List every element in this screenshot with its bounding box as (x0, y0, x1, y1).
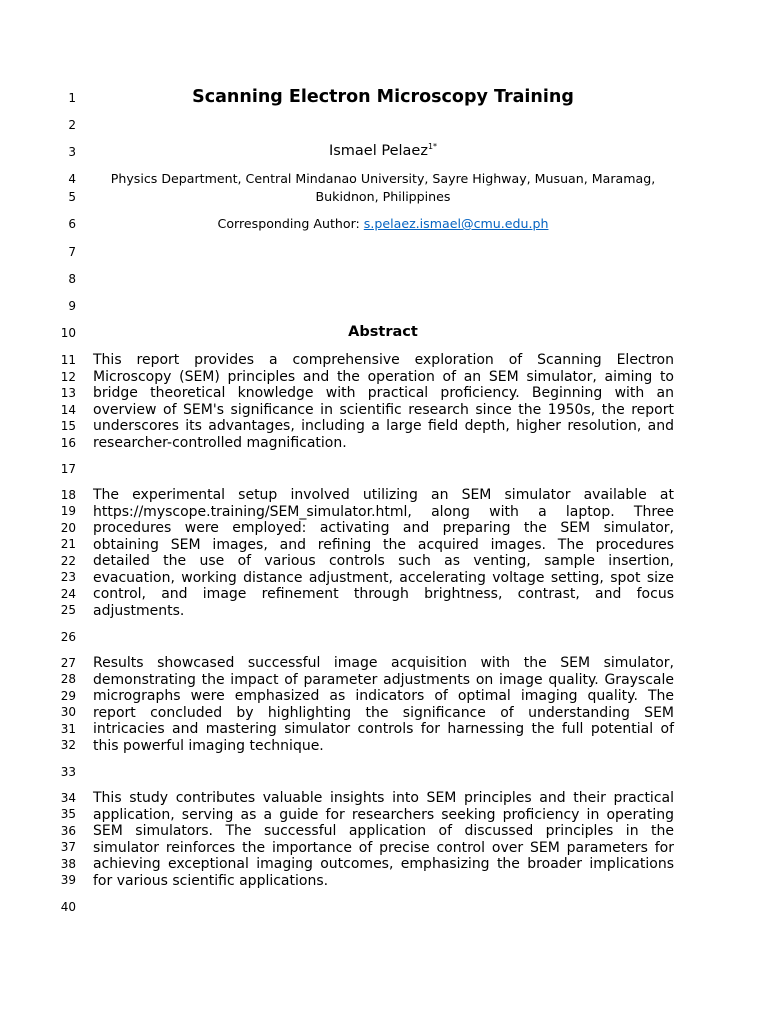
abstract-paragraph-4-line: This study contributes valuable insights into SEM principles and their practical (93, 790, 674, 806)
abstract-paragraph-4-line: achieving exceptional imaging outcomes, emphasizing the broader implications (93, 856, 674, 872)
abstract-paragraph-2-line: https://myscope.training/SEM_simulator.html, along with a laptop. Three (93, 503, 674, 520)
abstract-paragraph-2-line: obtaining SEM images, and refining the acquired images. The procedures (93, 536, 674, 553)
line-number: 6 (68, 217, 76, 231)
line-number: 31 (60, 722, 76, 736)
line-number: 40 (60, 900, 76, 914)
abstract-heading: Abstract (348, 324, 418, 340)
line-number: 10 (60, 326, 76, 340)
line-number: 36 (60, 824, 76, 838)
abstract-paragraph-3-line: micrographs were emphasized as indicators of optimal imaging quality. The (93, 688, 674, 704)
abstract-paragraph-3-line: intricacies and mastering simulator controls for harnessing the full potential of (93, 721, 674, 737)
line-number: 3 (68, 145, 76, 159)
line-number: 34 (60, 791, 76, 805)
line-number: 5 (68, 190, 76, 204)
abstract-paragraph-4-line: simulator reinforces the importance of precise control over SEM parameters for (93, 839, 674, 856)
line-number: 11 (60, 353, 76, 367)
affiliation-line-2: Bukidnon, Philippines (315, 189, 451, 204)
line-number: 37 (60, 840, 76, 854)
line-number: 4 (68, 172, 76, 186)
abstract-paragraph-2-line: detailed the use of various controls such as venting, sample insertion, (93, 553, 674, 569)
line-number: 39 (60, 873, 76, 887)
line-number: 27 (60, 656, 76, 670)
abstract-paragraph-3-line: demonstrating the impact of parameter adjustments on image quality. Grayscale (93, 671, 674, 688)
line-number: 20 (60, 521, 76, 535)
abstract-paragraph-3-line: this powerful imaging technique. (93, 737, 324, 754)
abstract-paragraph-1-line: This report provides a comprehensive exploration of Scanning Electron (93, 352, 674, 368)
line-number: 9 (68, 299, 76, 313)
line-number: 13 (60, 386, 76, 400)
line-number: 17 (60, 462, 76, 476)
line-number: 16 (60, 436, 76, 450)
abstract-paragraph-2-line: adjustments. (93, 602, 185, 619)
abstract-paragraph-1-line: bridge theoretical knowledge with practical proficiency. Beginning with an (93, 385, 674, 401)
line-number: 18 (60, 488, 76, 502)
abstract-paragraph-3-line: report concluded by highlighting the significance of understanding SEM (93, 704, 674, 721)
abstract-paragraph-2-line: evacuation, working distance adjustment, accelerating voltage setting, spot size (93, 569, 674, 586)
line-number: 21 (60, 537, 76, 551)
line-number: 35 (60, 807, 76, 821)
line-number: 12 (60, 370, 76, 384)
line-number: 23 (60, 570, 76, 584)
abstract-paragraph-1-line: Microscopy (SEM) principles and the operation of an SEM simulator, aiming to (93, 368, 674, 385)
line-number: 32 (60, 738, 76, 752)
abstract-paragraph-2-line: procedures were employed: activating and preparing the SEM simulator, (93, 520, 674, 536)
author-affiliation-marker: 1* (427, 142, 438, 151)
line-number: 8 (68, 272, 76, 286)
affiliation-line-1: Physics Department, Central Mindanao University, Sayre Highway, Musuan, Maramag, (110, 171, 656, 186)
corresponding-label: Corresponding Author: (217, 216, 364, 231)
abstract-paragraph-4-line: SEM simulators. The successful application of discussed principles in the (93, 823, 674, 839)
line-number: 30 (60, 705, 76, 719)
abstract-paragraph-2-line: The experimental setup involved utilizing an SEM simulator available at (93, 487, 674, 503)
line-number: 22 (60, 554, 76, 568)
line-number: 29 (60, 689, 76, 703)
abstract-paragraph-4-line: application, serving as a guide for researchers seeking proficiency in operating (93, 806, 674, 823)
author-line (92, 142, 674, 160)
line-number: 24 (60, 587, 76, 601)
line-number: 38 (60, 857, 76, 871)
paper-title: Scanning Electron Microscopy Training (192, 87, 574, 107)
line-number: 28 (60, 672, 76, 686)
abstract-paragraph-1-line: researcher-controlled magnification. (93, 434, 347, 451)
line-number: 25 (60, 603, 76, 617)
line-number: 26 (60, 630, 76, 644)
abstract-paragraph-3-line: Results showcased successful image acquisition with the SEM simulator, (93, 655, 674, 671)
line-number: 15 (60, 419, 76, 433)
abstract-paragraph-1-line: overview of SEM's significance in scientific research since the 1950s, the report (93, 401, 674, 418)
abstract-paragraph-2-line: control, and image refinement through brightness, contrast, and focus (93, 586, 674, 602)
line-number: 2 (68, 118, 76, 132)
abstract-paragraph-1-line: underscores its advantages, including a large field depth, higher resolution, and (93, 418, 674, 434)
corresponding-author (92, 216, 674, 232)
line-number: 1 (68, 91, 76, 105)
line-number: 7 (68, 245, 76, 259)
abstract-paragraph-4-line: for various scientific applications. (93, 872, 329, 889)
line-number: 19 (60, 504, 76, 518)
corresponding-email-link[interactable]: s.pelaez.ismael@cmu.edu.ph (363, 216, 549, 231)
line-number: 33 (60, 765, 76, 779)
line-number: 14 (60, 403, 76, 417)
author-name: Ismael Pelaez (328, 143, 428, 159)
